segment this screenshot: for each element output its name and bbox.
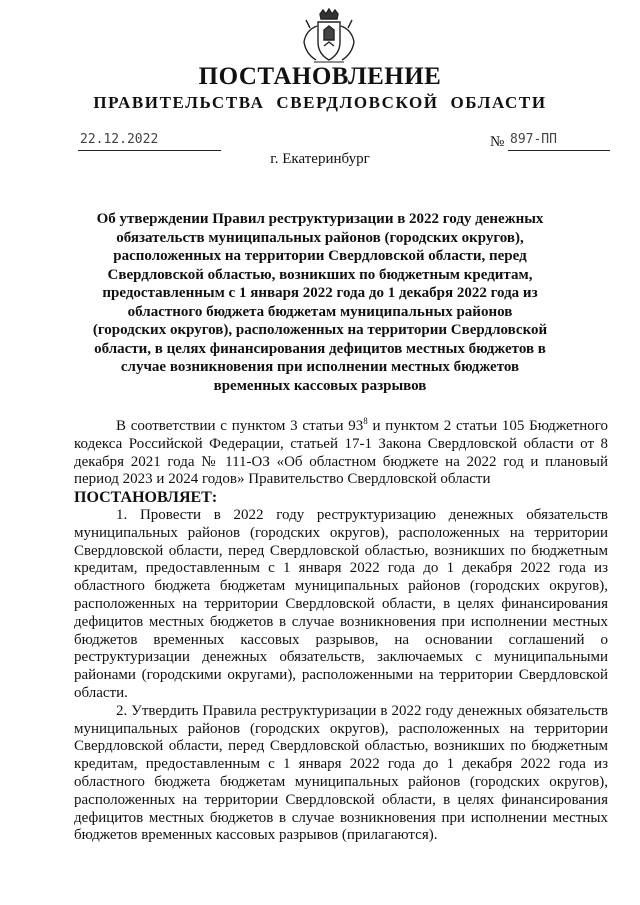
document-body	[74, 418, 608, 845]
document-subject: Об утверждении Правил реструктуризации в 2022 году денежных обязательств муниципальных районов (городских округов), расположенных на территории Свердловской области, перед Свердловской областью, возникших по бюджетным кредитам, предоставленным с 1 января 2022 года до 1 декабря 2022 года из областного бюджета бюджетам муниципальных районов (городских округов), расположенных на территории Свердловской области, в целях финансирования дефицитов местных бюджетов в случае возникновения при исполнении местных бюджетов временных кассовых разрывов	[92, 211, 548, 394]
paragraph-1: 1. Провести в 2022 году реструктуризацию денежных обязательств муниципальных районов (городских округов), расположенных на территории Свердловской области, перед Свердловской областью, возникших по бюджетным кредитам, предоставленным с 1 января 2022 года до 1 декабря 2022 года из областного бюджета бюджетам муниципальных районов (городских округов), расположенных на территории Свердловской области, в целях финансирования дефицитов местных бюджетов в случае возникновения при исполнении местных бюджетов временных кассовых разрывов, на основании соглашений о реструктуризации денежных обязательств, заключаемых с муниципальными районами (городскими округами), расположенными на территории Свердловской области.	[74, 506, 608, 701]
preamble-superscript: 8	[363, 416, 368, 426]
preamble-part2: и пунктом 2 статьи 105 Бюджетного кодекса Российской Федерации, статьей 17-1 Закона Свердловской области от 8 декабря 2021 года № 111-ОЗ «Об областном бюджете на 2022 год и плановый период 2023 и 2024 годов» Правительство Свердловской области	[74, 418, 609, 488]
paragraph-2: 2. Утвердить Правила реструктуризации в 2022 году денежных обязательств муниципальных районов (городских округов), расположенных на территории Свердловской области, перед Свердловской областью, возникших по бюджетным кредитам, предоставленным с 1 января 2022 года до 1 декабря 2022 года из областного бюджета бюджетам муниципальных районов (городских округов), расположенных на территории Свердловской области, в целях финансирования дефицитов местных бюджетов в случае возникновения при исполнении местных бюджетов временных кассовых разрывов (прилагаются).	[74, 702, 608, 844]
document-date: 22.12.2022	[78, 132, 221, 151]
document-number: 897-ПП	[508, 132, 610, 151]
decree-word: ПОСТАНОВЛЯЕТ:	[74, 489, 218, 507]
coat-of-arms-icon	[300, 8, 358, 66]
document-title: ПОСТАНОВЛЕНИЕ	[198, 63, 442, 90]
preamble-part1: В соответствии с пунктом 3 статьи 93	[116, 418, 364, 434]
preamble	[74, 418, 608, 489]
issuing-authority: ПРАВИТЕЛЬСТВА СВЕРДЛОВСКОЙ ОБЛАСТИ	[93, 93, 547, 112]
city: г. Екатеринбург	[270, 151, 370, 167]
number-label: №	[490, 134, 505, 150]
